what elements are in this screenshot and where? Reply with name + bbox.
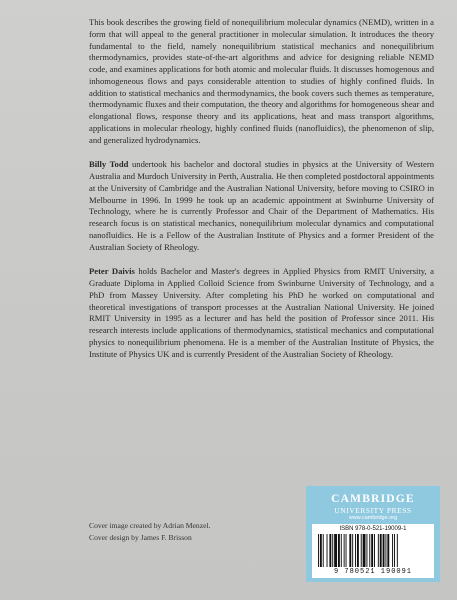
publisher-name: CAMBRIDGE [331,493,415,505]
barcode-bar [357,534,359,567]
publisher-logo-panel [306,486,440,582]
barcode-bar [387,534,389,567]
book-description: This book describes the growing field of nonequilibrium molecular dynamics (NEMD), written in a form that will appeal to the general practitioner in molecular simulation. It introduces the theory fundamental to the field, namely nonequilibrium statistical mechanics and nonequilibrium thermodynamics, provides state-of-the-art algorithms and advice for designing reliable NEMD code, and examines applications for both atomic and molecular fluids. It discusses homogenous and inhomogeneous flows and pays considerable attention to studies of highly confined fluids. In addition to statistical mechanics and thermodynamics, the book covers such themes as temperature, thermodynamic fluxes and their computation, the theory and algorithms for homogeneous shear and elongational flows, response theory and its applications, heat and mass transport algorithms, applications in molecular rheology, highly confined fluids (nanofluidics), the phenomenon of slip, and generalized hydrodynamics. [89,17,434,145]
cover-image-credit: Cover image created by Adrian Menzel. [89,521,211,530]
barcode-bar [380,534,382,567]
cover-design-credit: Cover design by James F. Brisson [89,532,192,542]
blurb-text [89,17,434,373]
barcode-bar [361,534,362,567]
barcode-bar [385,534,386,567]
author-name-todd: Billy Todd [89,159,129,170]
barcode-bar [397,534,398,567]
barcode-bar [394,534,395,567]
author-name-daivis: Peter Daivis [89,266,135,277]
barcode-bar [374,534,375,567]
barcode-bar [392,534,393,567]
barcode-panel [312,524,434,578]
barcode-bar [332,534,333,567]
barcode-bar [371,534,373,567]
barcode-bar [369,534,370,567]
barcode-bar [349,534,351,567]
barcode-bar [355,534,356,567]
barcode-bar [363,534,366,567]
barcode-bar [323,534,324,567]
barcode-number: 9 780521 190091 [333,568,412,576]
barcode-bar [334,534,337,567]
barcode-bar [338,534,340,567]
barcode-bar [318,534,319,567]
publisher-url: www.cambridge.org [348,515,398,521]
barcode-bar [346,534,347,567]
author-bio-daivis-text: holds Bachelor and Master's degrees in Applied Physics from RMIT University, a Graduate Diploma in Applied Colloid Science from Swinburne University of Technology, and a PhD from Massey University. After completing his PhD he worked on computational and theoretical investigations of transport processes at the Australian National University. He joined RMIT University in 1995 as a lecturer and has held the position of Professor since 2011. His research interests include applications of thermodynamics, statistical mechanics and computational physics to nonequilibrium phenomena. He is a member of the Australian Institute of Physics, the Institute of Physics UK and is currently President of the Australian Society of Rheology. [89,266,434,359]
publisher-subtitle: UNIVERSITY PRESS [334,506,412,515]
author-bio-daivis [89,266,434,360]
barcode-bar [344,534,345,567]
barcode-bar [320,534,322,567]
barcode-bar [329,534,331,567]
author-bio-todd-text: undertook his bachelor and doctoral studies in physics at the University of Western Australia and Murdoch University in Perth, Australia. He then completed postdoctoral appointments at the University of Cambridge and the Australian National University, before moving to CSIRO in Melbourne in 1996. In 1999 he took up an academic appointment at Swinburne University of Technology, where he is currently Professor and Chair of the Department of Mathematics. His research focus is on statistical mechanics, nonequilibrium molecular dynamics and computational nanofluidics. He is a Fellow of the Australian Institute of Physics and a former President of the Australian Society of Rheology. [89,159,435,252]
barcode-bar [383,534,385,567]
barcode-icon [316,534,430,567]
isbn-label: ISBN 978-0-521-19009-1 [339,526,407,532]
barcode-bar [366,534,367,567]
barcode-bar [341,534,342,567]
barcode-bar [352,534,353,567]
author-bio-todd [89,159,434,253]
cover-credits [89,520,210,543]
barcode-bar [327,534,328,567]
barcode-bar [378,534,379,567]
